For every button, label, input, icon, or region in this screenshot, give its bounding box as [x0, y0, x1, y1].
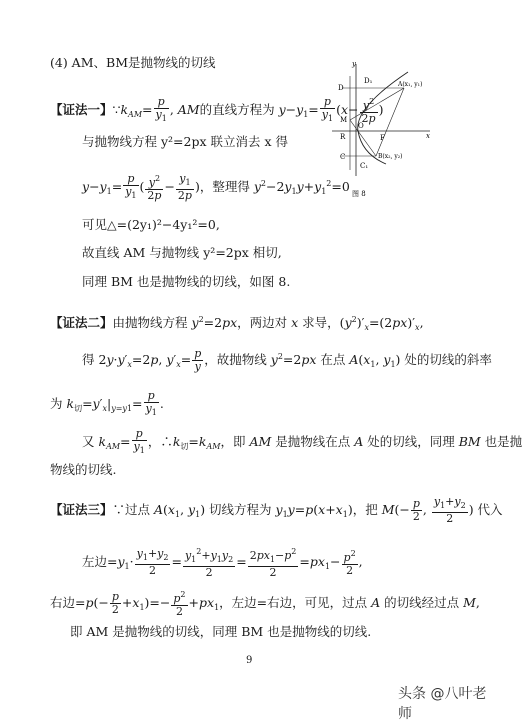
section-heading: (4) AM、BM是抛物线的切线 — [50, 55, 216, 70]
label-B: B(x₂, y₂) — [378, 153, 403, 160]
proof3-line4: 即 AM 是抛物线的切线，同理 BM 也是抛物线的切线. — [70, 624, 372, 639]
proof2-line3: 为 $k_切=y'_x|_{y=y1}=$ $\frac{p}{y_1}$ . — [50, 389, 164, 417]
proof2-line1: 【证法二】由抛物线方程 $y^2=2px$，两边对 x 求导，$(y^2)'_x=(2px)'_x$, — [50, 315, 424, 332]
label-O: O — [358, 122, 364, 130]
label-y: y — [352, 60, 356, 68]
proof2-line4: 又 $k_{AM}=$ $\frac{p}{y_1}$ ，$\therefore k_切=k_{AM}$，即 AM 是抛物线在点 A 处的切线，同理 BM 也是抛 — [82, 427, 522, 455]
proof3-line3: 右边=p(− $\frac{p}{2}$ $+x_1)=-$ $\frac{p^2}{2}$ $+px_1$，左边=右边，可见，过点 A 的切线经过点 M, — [50, 590, 480, 618]
figure-caption: 图 8 — [352, 190, 366, 198]
proof3-line1: 【证法三】∵过点 $A(x_1$, $y_1$) 切线方程为 $y_1y=p(x+x_1)$，把 M(− $\frac{p}{2}$ , $\frac{y_1+y_2}{2}$ ) 代入 — [50, 495, 503, 525]
proof1-label: 【证法一】 — [50, 102, 113, 117]
proof1-line2: 与抛物线方程 y²=2px 联立消去 x 得 — [82, 134, 288, 149]
proof3-line2: 左边$=y_1\cdot$ $\frac{y_1+y_2}{2}$ = $\frac{y_1^2+y_1y_2}{2}$ = $\frac{2px_1-p^2}{2}$ $=px_1-$ $\frac{p^2}{2}$ , — [82, 547, 363, 579]
watermark: 头条 @八叶老师 — [398, 686, 487, 722]
proof1-line5: 故直线 AM 与抛物线 y²=2px 相切, — [82, 245, 282, 260]
proof1-line6: 同理 BM 也是抛物线的切线，如图 8. — [82, 274, 291, 289]
label-D1: D₁ — [364, 77, 373, 85]
label-C1: C₁ — [360, 162, 369, 170]
proof1-line4: 可见△=(2y₁)²−4y₁²=0, — [82, 217, 220, 232]
label-x: x — [426, 132, 430, 140]
label-D: D — [338, 84, 344, 92]
proof1-line3: $y-y_1=$ $\frac{p}{y_1}$ ( $\frac{y^2}{2p}$ − $\frac{y_1}{2p}$ )，整理得 $y^2-2y_1y+y_1^2=0$ — [82, 172, 350, 202]
proof3-label: 【证法三】 — [50, 502, 113, 517]
label-C: C — [340, 153, 346, 161]
proof2-label: 【证法二】 — [50, 315, 113, 330]
proof1-line1: 【证法一】$\because k_{AM}=$ $\frac{p}{y_1}$ , AM的直线方程为 $y-y_1=$ $\frac{p}{y_1}$ (x− $\frac{y^2}{2p}$ ) — [50, 95, 384, 125]
label-M: M — [340, 116, 348, 124]
proof2-line5: 物线的切线. — [50, 462, 117, 477]
label-R: R — [340, 133, 346, 141]
label-F: F — [380, 134, 385, 142]
label-A: A(x₁, y₁) — [398, 81, 423, 88]
page-number: 9 — [246, 655, 253, 666]
proof2-line2: 得 $2y\cdot y'_x=2p$, $y'_x=$ $\frac{p}{y}$ ，故抛物线 $y^2=2px$ 在点 $A(x_1$, $y_1$) 处的切线的斜率 — [82, 347, 492, 373]
